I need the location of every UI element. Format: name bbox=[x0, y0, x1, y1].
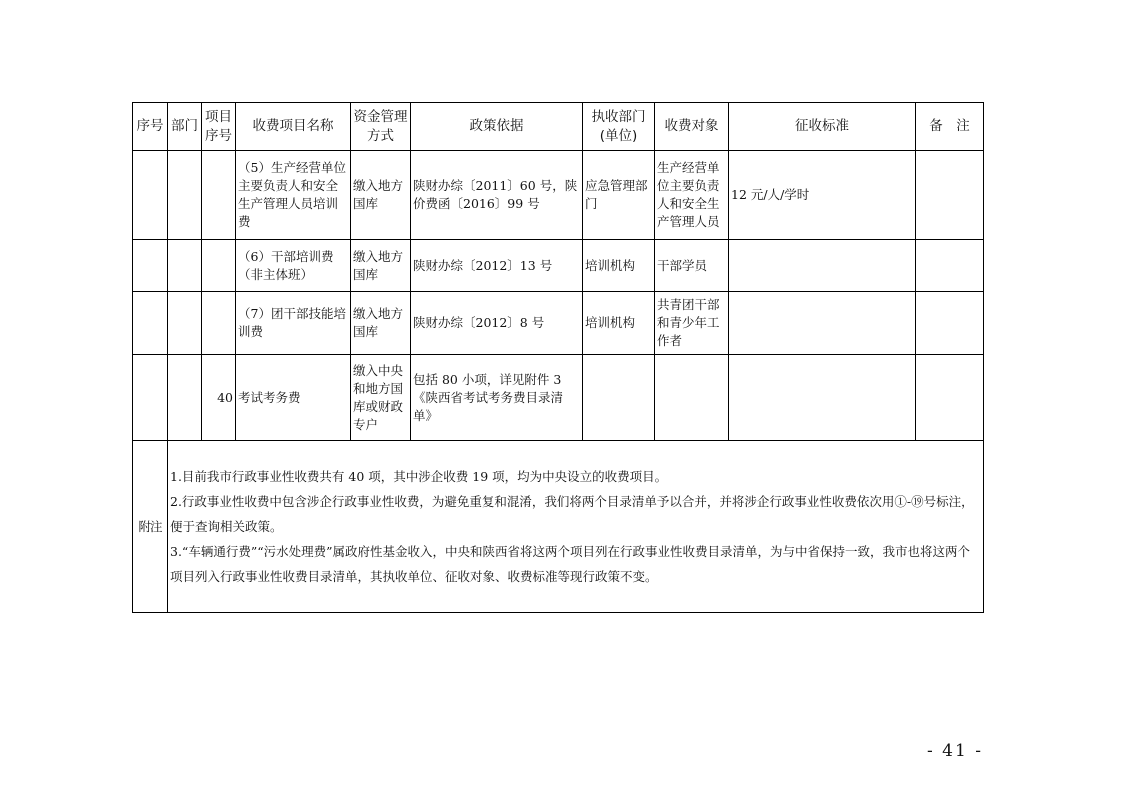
cell-remarks bbox=[916, 151, 984, 240]
cell-seq bbox=[133, 355, 168, 441]
table-row bbox=[133, 240, 984, 292]
note-line: 3.“车辆通行费”“污水处理费”属政府性基金收入，中央和陕西省将这两个项目列在行政事业性收费目录清单，为与中省保持一致，我市也将这两个项目列入行政事业性收费目录清单，其执收单位、征收对象、收费标准等现行政策不变。 bbox=[170, 544, 970, 584]
cell-seq bbox=[133, 240, 168, 292]
table-row bbox=[133, 151, 984, 240]
table-row bbox=[133, 292, 984, 355]
cell-name: （5）生产经营单位主要负责人和安全生产管理人员培训费 bbox=[236, 151, 351, 240]
header-seq: 序号 bbox=[133, 103, 168, 151]
cell-name: （7）团干部技能培训费 bbox=[236, 292, 351, 355]
cell-target: 干部学员 bbox=[655, 240, 729, 292]
header-fund-mgmt: 资金管理方式 bbox=[351, 103, 411, 151]
cell-name: （6）干部培训费（非主体班） bbox=[236, 240, 351, 292]
cell-collector: 培训机构 bbox=[583, 292, 655, 355]
header-name: 收费项目名称 bbox=[236, 103, 351, 151]
header-policy: 政策依据 bbox=[411, 103, 583, 151]
cell-dept bbox=[168, 240, 202, 292]
header-remarks: 备 注 bbox=[916, 103, 984, 151]
note-line: 2.行政事业性收费中包含涉企行政事业性收费，为避免重复和混淆，我们将两个目录清单予以合并，并将涉企行政事业性收费依次用①-⑲号标注，便于查询相关政策。 bbox=[170, 494, 974, 534]
cell-item-no bbox=[202, 151, 236, 240]
cell-policy: 陕财办综〔2012〕13 号 bbox=[411, 240, 583, 292]
cell-standard: 12 元/人/学时 bbox=[729, 151, 916, 240]
cell-fund-mgmt: 缴入地方国库 bbox=[351, 240, 411, 292]
cell-dept bbox=[168, 151, 202, 240]
cell-policy: 陕财办综〔2012〕8 号 bbox=[411, 292, 583, 355]
notes-row bbox=[133, 441, 984, 613]
cell-seq bbox=[133, 292, 168, 355]
cell-dept bbox=[168, 292, 202, 355]
cell-remarks bbox=[916, 292, 984, 355]
cell-collector: 培训机构 bbox=[583, 240, 655, 292]
cell-collector bbox=[583, 355, 655, 441]
cell-target: 共青团干部和青少年工作者 bbox=[655, 292, 729, 355]
cell-name: 考试考务费 bbox=[236, 355, 351, 441]
cell-target bbox=[655, 355, 729, 441]
cell-fund-mgmt: 缴入中央和地方国库或财政专户 bbox=[351, 355, 411, 441]
cell-dept bbox=[168, 355, 202, 441]
page-number: - 41 - bbox=[927, 741, 983, 761]
header-collector: 执收部门(单位) bbox=[583, 103, 655, 151]
header-item-no: 项目序号 bbox=[202, 103, 236, 151]
notes-content bbox=[168, 441, 984, 613]
cell-standard bbox=[729, 292, 916, 355]
table-header-row bbox=[133, 103, 984, 151]
header-standard: 征收标准 bbox=[729, 103, 916, 151]
cell-seq bbox=[133, 151, 168, 240]
cell-remarks bbox=[916, 355, 984, 441]
cell-standard bbox=[729, 240, 916, 292]
header-target: 收费对象 bbox=[655, 103, 729, 151]
cell-target: 生产经营单位主要负责人和安全生产管理人员 bbox=[655, 151, 729, 240]
cell-remarks bbox=[916, 240, 984, 292]
cell-fund-mgmt: 缴入地方国库 bbox=[351, 292, 411, 355]
cell-fund-mgmt: 缴入地方国库 bbox=[351, 151, 411, 240]
cell-policy: 包括 80 小项，详见附件 3《陕西省考试考务费目录清单》 bbox=[411, 355, 583, 441]
header-dept: 部门 bbox=[168, 103, 202, 151]
note-line: 1.目前我市行政事业性收费共有 40 项，其中涉企收费 19 项，均为中央设立的收费项目。 bbox=[170, 469, 668, 484]
cell-item-no bbox=[202, 292, 236, 355]
cell-standard bbox=[729, 355, 916, 441]
cell-policy: 陕财办综〔2011〕60 号，陕价费函〔2016〕99 号 bbox=[411, 151, 583, 240]
table-row bbox=[133, 355, 984, 441]
fee-catalog-table bbox=[132, 102, 984, 613]
cell-item-no: 40 bbox=[202, 355, 236, 441]
notes-label: 附注 bbox=[133, 441, 168, 613]
cell-collector: 应急管理部门 bbox=[583, 151, 655, 240]
cell-item-no bbox=[202, 240, 236, 292]
